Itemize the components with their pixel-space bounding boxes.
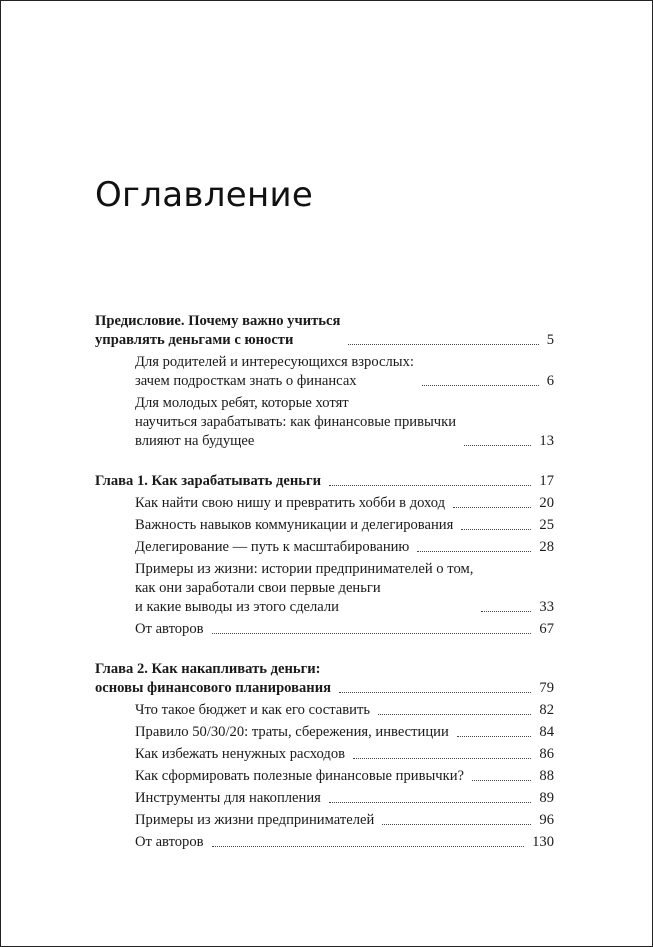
toc-chapter-entry-title xyxy=(95,660,331,698)
toc-section xyxy=(95,472,554,639)
toc-subsection-entry[interactable] xyxy=(95,538,554,557)
page-number: 6 xyxy=(546,373,554,389)
title-line: Инструменты для накопления xyxy=(135,790,321,806)
dot-leader xyxy=(422,385,539,386)
title-line: Делегирование — путь к масштабированию xyxy=(135,539,410,555)
page-number: 25 xyxy=(539,517,554,533)
page-number: 82 xyxy=(539,702,554,718)
dot-leader xyxy=(348,344,538,345)
toc-chapter-entry-title xyxy=(95,472,321,491)
toc-subsection-entry-title xyxy=(135,620,204,639)
title-line: как они заработали свои первые деньги xyxy=(135,580,381,596)
toc-subsection-entry[interactable] xyxy=(95,394,554,451)
dot-leader xyxy=(472,780,531,781)
dot-leader xyxy=(382,824,531,825)
toc-subsection-entry-title xyxy=(135,811,374,830)
title-line: Правило 50/30/20: траты, сбережения, инвестиции xyxy=(135,724,449,740)
toc-subsection-entry-title xyxy=(135,494,445,513)
page-number: 5 xyxy=(546,332,554,348)
title-line: управлять деньгами с юности xyxy=(95,332,294,348)
title-line: От авторов xyxy=(135,834,204,850)
toc-subsection-entry-title xyxy=(135,701,370,720)
toc-chapter-entry[interactable] xyxy=(95,660,554,698)
title-line: Примеры из жизни предпринимателей xyxy=(135,812,375,828)
page-number: 84 xyxy=(539,724,554,740)
title-line: влияют на будущее xyxy=(135,433,255,449)
dot-leader xyxy=(329,485,531,486)
toc-chapter-entry[interactable] xyxy=(95,312,554,350)
title-line: Для родителей и интересующихся взрослых: xyxy=(135,354,414,370)
dot-leader xyxy=(353,758,531,759)
title-line: От авторов xyxy=(135,621,204,637)
title-line: основы финансового планирования xyxy=(95,680,332,696)
toc-subsection-entry[interactable] xyxy=(95,494,554,513)
page-number: 33 xyxy=(539,599,554,615)
dot-leader xyxy=(461,529,531,530)
page-title: Оглавление xyxy=(95,175,314,215)
toc-subsection-entry[interactable] xyxy=(95,723,554,742)
page-number: 89 xyxy=(539,790,554,806)
dot-leader xyxy=(464,445,531,446)
toc-subsection-entry[interactable] xyxy=(95,560,554,617)
toc-subsection-entry[interactable] xyxy=(95,701,554,720)
toc-subsection-entry-title xyxy=(135,767,464,786)
page-number: 130 xyxy=(532,834,554,850)
toc-subsection-entry-title xyxy=(135,394,456,451)
page-number: 79 xyxy=(539,680,554,696)
toc-subsection-entry[interactable] xyxy=(95,767,554,786)
title-line: Примеры из жизни: истории предпринимателей о том, xyxy=(135,561,474,577)
toc-subsection-entry-title xyxy=(135,353,414,391)
title-line: Как сформировать полезные финансовые привычки? xyxy=(135,768,465,784)
toc-subsection-entry[interactable] xyxy=(95,620,554,639)
dot-leader xyxy=(329,802,532,803)
page-number: 96 xyxy=(539,812,554,828)
title-line: научиться зарабатывать: как финансовые привычки xyxy=(135,414,457,430)
dot-leader xyxy=(212,633,532,634)
title-line: Как избежать ненужных расходов xyxy=(135,746,346,762)
toc-subsection-entry[interactable] xyxy=(95,745,554,764)
dot-leader xyxy=(457,736,532,737)
toc-subsection-entry[interactable] xyxy=(95,516,554,535)
title-line: и какие выводы из этого сделали xyxy=(135,599,339,615)
toc-subsection-entry[interactable] xyxy=(95,789,554,808)
toc-subsection-entry-title xyxy=(135,745,345,764)
title-line: Глава 1. Как зарабатывать деньги xyxy=(95,473,321,489)
toc-subsection-entry-title xyxy=(135,723,449,742)
toc-subsection-entry-title xyxy=(135,833,204,852)
toc-subsection-entry-title xyxy=(135,538,409,557)
toc-subsection-entry[interactable] xyxy=(95,833,554,852)
page-number: 67 xyxy=(539,621,554,637)
title-line: Что такое бюджет и как его составить xyxy=(135,702,370,718)
page-number: 13 xyxy=(539,433,554,449)
title-line: зачем подросткам знать о финансах xyxy=(135,373,357,389)
page-number: 86 xyxy=(539,746,554,762)
toc-chapter-entry[interactable] xyxy=(95,472,554,491)
table-of-contents xyxy=(95,312,554,873)
dot-leader xyxy=(481,611,531,612)
toc-subsection-entry[interactable] xyxy=(95,353,554,391)
toc-subsection-entry-title xyxy=(135,789,321,808)
page-number: 88 xyxy=(539,768,554,784)
title-line: Важность навыков коммуникации и делегирования xyxy=(135,517,454,533)
toc-subsection-entry-title xyxy=(135,560,473,617)
dot-leader xyxy=(417,551,531,552)
dot-leader xyxy=(453,507,531,508)
page-number: 17 xyxy=(539,473,554,489)
dot-leader xyxy=(378,714,531,715)
dot-leader xyxy=(339,692,531,693)
toc-subsection-entry-title xyxy=(135,516,453,535)
title-line: Глава 2. Как накапливать деньги: xyxy=(95,661,321,677)
page-number: 28 xyxy=(539,539,554,555)
toc-subsection-entry[interactable] xyxy=(95,811,554,830)
title-line: Для молодых ребят, которые хотят xyxy=(135,395,349,411)
dot-leader xyxy=(212,846,525,847)
title-line: Предисловие. Почему важно учиться xyxy=(95,313,341,329)
toc-section xyxy=(95,312,554,451)
toc-chapter-entry-title xyxy=(95,312,340,350)
toc-section xyxy=(95,660,554,852)
page-number: 20 xyxy=(539,495,554,511)
title-line: Как найти свою нишу и превратить хобби в доход xyxy=(135,495,446,511)
